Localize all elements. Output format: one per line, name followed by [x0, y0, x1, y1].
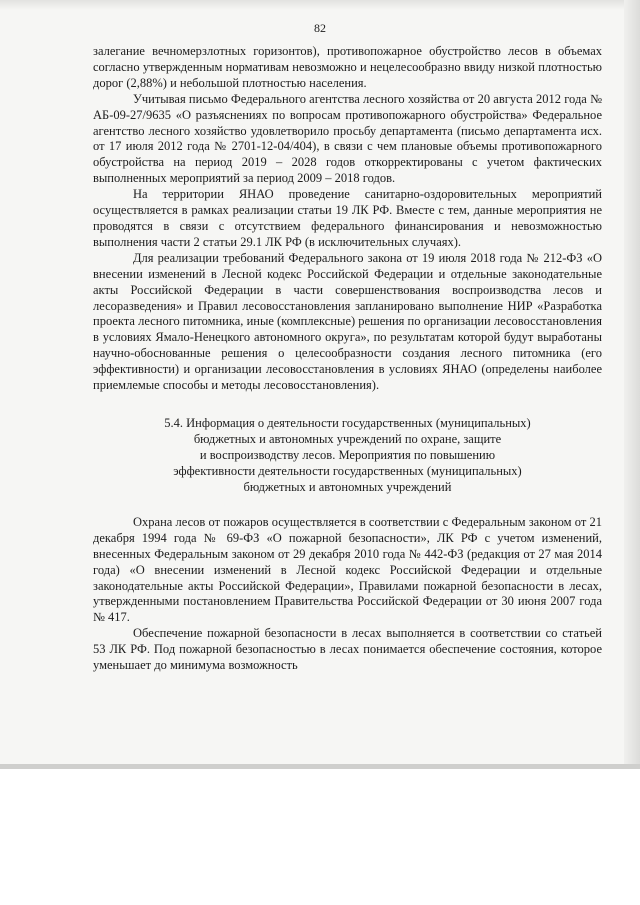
section-heading-line: эффективности деятельности государственных (муниципальных) — [173, 463, 522, 478]
page-number: 82 — [314, 21, 326, 35]
section-heading — [93, 415, 602, 495]
paragraph-reforestation: Для реализации требований Федерального закона от 19 июля 2018 года № 212-ФЗ «О внесении изменений в Лесной кодекс Российской Федерации и отдельные законодательные акты Российской Федерации в части совершенствования воспроизводства лесов и лесоразведения» и Правил лесовосстановления запланировано выполнение НИР «Разработка проекта лесного питомника, иные (комплексные) решения по организации лесовосстановления в условиях Ямало-Ненецкого автономного округа», по результатам которой будут выработаны научно-обоснованные решения о целесообразности создания лесного питомника (его эффективности) и организации лесовосстановления в условиях ЯНАО (определены наиболее приемлемые способы и методы лесовосстановления). — [93, 250, 602, 393]
paragraph-fire-safety: Обеспечение пожарной безопасности в лесах выполняется в соответствии со статьей 53 ЛК РФ. Под пожарной безопасностью в лесах понимается обеспечение состояния, которое уменьшает до минимума возможность — [93, 626, 602, 673]
section-heading-line: бюджетных и автономных учреждений — [243, 479, 452, 494]
document-body — [93, 44, 602, 674]
paragraph-fire-protection: Охрана лесов от пожаров осуществляется в соответствии с Федеральным законом от 21 декабря 1994 года № 69-ФЗ «О пожарной безопасности», ЛК РФ с учетом изменений, внесенных Федеральным законом от 29 декабря 2010 года № 442-ФЗ (редакция от 27 мая 2014 года) «О внесении изменений в Лесной кодекс Российской Федерации и отдельные законодательные акты Российской Федерации», Правилами пожарной безопасности в лесах, утвержденными постановлением Правительства Российской Федерации от 30 июня 2007 года № 417. — [93, 514, 602, 625]
section-heading-line: и воспроизводству лесов. Мероприятия по повышению — [199, 447, 496, 462]
scan-top-shadow — [0, 0, 640, 10]
section-heading-line: бюджетных и автономных учреждений по охране, защите — [193, 431, 502, 446]
paragraph-fire-arrangement: Учитывая письмо Федерального агентства лесного хозяйства от 20 августа 2012 года № АБ-09-27/9635 «О разъяснениях по вопросам противопожарного обустройства» Федеральное агентство лесного хозяйство удовлетворило просьбу департамента (письмо департамента исх. от 17 июля 2012 года № 2701-12-04/404), в связи с чем плановые объемы противопожарного обустройства на период 2019 – 2028 годов откорректированы с учетом фактических выполненных мероприятий за период 2009 – 2018 годов. — [93, 91, 602, 186]
scan-right-edge — [624, 0, 640, 768]
section-heading-line: 5.4. Информация о деятельности государственных (муниципальных) — [164, 415, 531, 430]
paragraph-sanitary-measures: На территории ЯНАО проведение санитарно-оздоровительных мероприятий осуществляется в рамках реализации статьи 19 ЛК РФ. Вместе с тем, данные мероприятия не проводятся в связи с отсутствием федерального финансирования и невозможностью выполнения части 2 статьи 29.1 ЛК РФ (в исключительных случаях). — [93, 187, 602, 249]
paragraph-continuation: залегание вечномерзлотных горизонтов), противопожарное обустройство лесов в объемах согласно утвержденным нормативам невозможно и нецелесообразно ввиду низкой плотностью дорог (2,88%) и небольшой плотностью населения. — [93, 44, 602, 90]
scan-bottom-edge — [0, 764, 640, 769]
